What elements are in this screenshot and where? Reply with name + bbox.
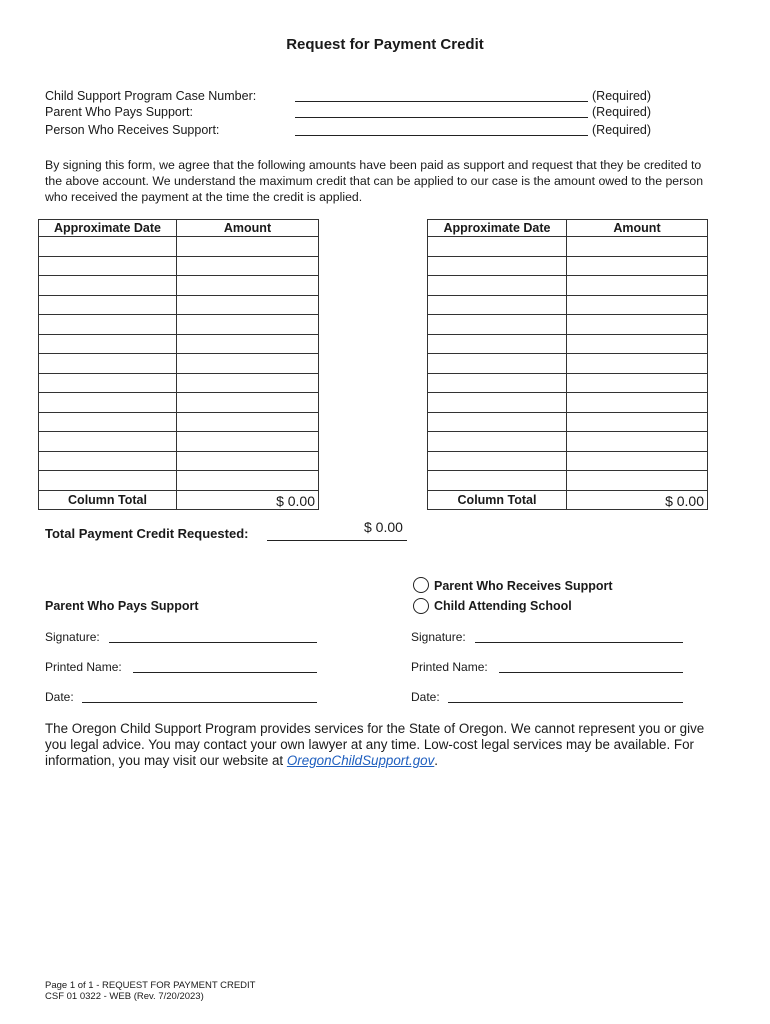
amount-cell[interactable] <box>567 295 708 315</box>
table-row <box>428 393 708 413</box>
table-row <box>428 295 708 315</box>
date-cell[interactable] <box>428 237 567 257</box>
date-cell[interactable] <box>428 471 567 491</box>
amount-cell[interactable] <box>567 412 708 432</box>
legal-notice-end: . <box>434 753 439 768</box>
amount-cell[interactable] <box>177 393 319 413</box>
receiving-person-label: Person Who Receives Support: <box>45 123 220 137</box>
date-cell[interactable] <box>39 412 177 432</box>
right-signature-field[interactable] <box>475 642 683 643</box>
footer-line-2: CSF 01 0322 - WEB (Rev. 7/20/2023) <box>45 991 204 1002</box>
paying-parent-required: (Required) <box>592 105 652 119</box>
date-column-header: Approximate Date <box>428 220 567 237</box>
table-row <box>39 373 319 393</box>
column-total-label: Column Total <box>39 490 177 510</box>
date-cell[interactable] <box>39 295 177 315</box>
total-credit-field[interactable] <box>267 540 407 541</box>
amount-cell[interactable] <box>567 432 708 452</box>
amount-cell[interactable] <box>177 334 319 354</box>
date-cell[interactable] <box>39 354 177 374</box>
amount-column-header: Amount <box>567 220 708 237</box>
date-cell[interactable] <box>428 412 567 432</box>
page-footer <box>45 980 255 1002</box>
paying-parent-field[interactable] <box>295 117 588 118</box>
date-cell[interactable] <box>428 256 567 276</box>
amount-cell[interactable] <box>177 256 319 276</box>
case-number-field[interactable] <box>295 101 588 102</box>
table-row <box>39 276 319 296</box>
footer-line-1: Page 1 of 1 - REQUEST FOR PAYMENT CREDIT <box>45 980 256 991</box>
date-cell[interactable] <box>428 354 567 374</box>
table-row <box>39 393 319 413</box>
receiving-parent-radio[interactable] <box>413 577 429 593</box>
amount-cell[interactable] <box>177 451 319 471</box>
amount-cell[interactable] <box>177 354 319 374</box>
date-cell[interactable] <box>39 315 177 335</box>
column-total-value: $ 0.00 <box>567 490 708 510</box>
table-row <box>39 334 319 354</box>
amount-cell[interactable] <box>177 471 319 491</box>
table-row <box>428 354 708 374</box>
date-cell[interactable] <box>428 334 567 354</box>
child-attending-school-radio-label: Child Attending School <box>434 599 572 613</box>
intro-paragraph: By signing this form, we agree that the following amounts have been paid as support and request that they be credited to the above account. We understand the maximum credit that can be applied to our case is the amount owed to the person who received the payment at the time the credit is applied. <box>45 158 704 204</box>
payments-table-left <box>38 219 319 510</box>
right-date-label: Date: <box>411 690 440 704</box>
left-signature-field[interactable] <box>109 642 317 643</box>
table-row <box>428 334 708 354</box>
date-cell[interactable] <box>428 315 567 335</box>
amount-cell[interactable] <box>177 412 319 432</box>
table-row <box>39 412 319 432</box>
table-row <box>428 315 708 335</box>
date-cell[interactable] <box>428 373 567 393</box>
payments-table-right <box>427 219 708 510</box>
child-attending-school-radio[interactable] <box>413 598 429 614</box>
date-cell[interactable] <box>39 471 177 491</box>
date-cell[interactable] <box>39 237 177 257</box>
date-cell[interactable] <box>428 295 567 315</box>
total-credit-label: Total Payment Credit Requested: <box>45 526 249 541</box>
date-cell[interactable] <box>428 276 567 296</box>
amount-cell[interactable] <box>177 237 319 257</box>
page-title: Request for Payment Credit <box>286 36 484 53</box>
amount-cell[interactable] <box>567 354 708 374</box>
date-cell[interactable] <box>428 432 567 452</box>
date-cell[interactable] <box>39 276 177 296</box>
date-cell[interactable] <box>39 432 177 452</box>
date-cell[interactable] <box>428 451 567 471</box>
table-row <box>39 256 319 276</box>
table-row <box>39 354 319 374</box>
table-row <box>39 237 319 257</box>
table-row <box>39 451 319 471</box>
table-row <box>428 432 708 452</box>
legal-notice <box>45 721 725 769</box>
paying-parent-label: Parent Who Pays Support: <box>45 105 193 119</box>
date-cell[interactable] <box>428 393 567 413</box>
amount-cell[interactable] <box>177 373 319 393</box>
amount-cell[interactable] <box>567 373 708 393</box>
amount-cell[interactable] <box>567 315 708 335</box>
table-row <box>39 295 319 315</box>
amount-cell[interactable] <box>567 451 708 471</box>
amount-cell[interactable] <box>177 295 319 315</box>
amount-cell[interactable] <box>177 315 319 335</box>
right-printed-name-field[interactable] <box>499 672 683 673</box>
column-total-label: Column Total <box>428 490 567 510</box>
right-printed-name-label: Printed Name: <box>411 660 488 674</box>
amount-cell[interactable] <box>177 276 319 296</box>
left-date-label: Date: <box>45 690 74 704</box>
amount-column-header: Amount <box>177 220 319 237</box>
left-date-field[interactable] <box>82 702 317 703</box>
table-row <box>428 237 708 257</box>
amount-cell[interactable] <box>567 237 708 257</box>
case-number-label: Child Support Program Case Number: <box>45 89 257 103</box>
column-total-value: $ 0.00 <box>177 490 319 510</box>
table-row <box>39 471 319 491</box>
right-date-field[interactable] <box>448 702 683 703</box>
table-row <box>428 451 708 471</box>
table-row <box>428 276 708 296</box>
table-row <box>428 412 708 432</box>
table-row <box>39 315 319 335</box>
date-column-header: Approximate Date <box>39 220 177 237</box>
date-cell[interactable] <box>39 256 177 276</box>
website-link[interactable]: OregonChildSupport.gov <box>286 753 435 768</box>
total-credit-value: $ 0.00 <box>364 519 403 535</box>
table-row <box>428 373 708 393</box>
receiving-person-required: (Required) <box>592 123 652 137</box>
paying-parent-heading: Parent Who Pays Support <box>45 599 199 613</box>
amount-cell[interactable] <box>567 393 708 413</box>
left-signature-label: Signature: <box>45 630 100 644</box>
receiving-person-field[interactable] <box>295 135 588 136</box>
left-printed-name-field[interactable] <box>133 672 317 673</box>
table-row <box>428 471 708 491</box>
amount-cell[interactable] <box>567 471 708 491</box>
legal-notice-text: The Oregon Child Support Program provides services for the State of Oregon. We cannot represent you or give you legal advice. You may contact your own lawyer at any time. Low-cost legal services may be available. For information, you may visit our website at <box>45 721 705 768</box>
receiving-parent-radio-label: Parent Who Receives Support <box>434 579 613 593</box>
amount-cell[interactable] <box>567 256 708 276</box>
case-number-required: (Required) <box>592 89 652 103</box>
left-printed-name-label: Printed Name: <box>45 660 122 674</box>
amount-cell[interactable] <box>177 432 319 452</box>
date-cell[interactable] <box>39 373 177 393</box>
date-cell[interactable] <box>39 451 177 471</box>
date-cell[interactable] <box>39 393 177 413</box>
amount-cell[interactable] <box>567 334 708 354</box>
table-row <box>428 256 708 276</box>
amount-cell[interactable] <box>567 276 708 296</box>
table-row <box>39 432 319 452</box>
date-cell[interactable] <box>39 334 177 354</box>
right-signature-label: Signature: <box>411 630 466 644</box>
